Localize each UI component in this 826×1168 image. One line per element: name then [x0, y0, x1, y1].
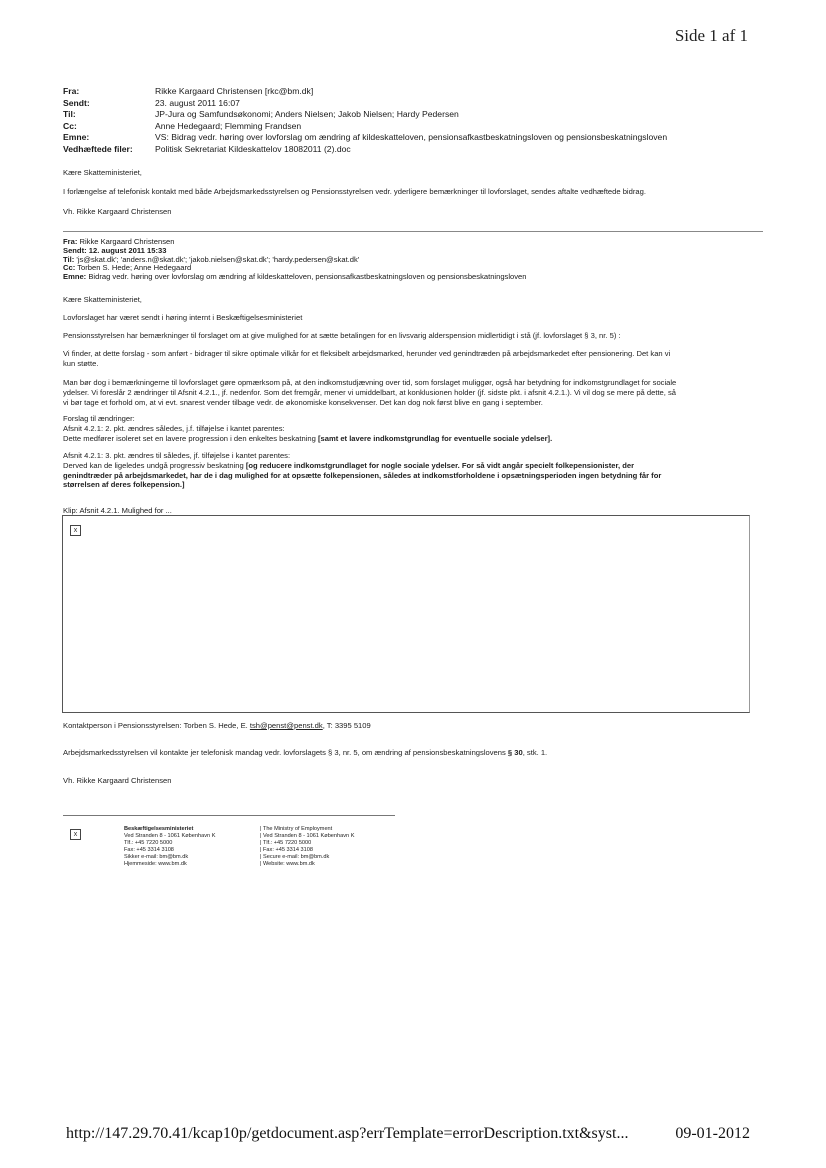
body-2-p5-line-2: Afsnit 4.2.1: 2. pkt. ændres således, j.f. tilføjelse i kantet parentes:	[63, 423, 285, 433]
signoff-3: Vh. Rikke Kargaard Christensen	[63, 776, 172, 785]
body-2-p3-line-1: Vi finder, at dette forslag - som anført - bidrager til sikre optimale vilkår for et fleksibelt arbejdsmarked, herunder ved genindtræden på arbejdsmarkedet efter pensionering. Det kan vi	[63, 349, 671, 358]
body-3-p2-suffix: , stk. 1.	[522, 748, 548, 757]
signature-block	[63, 815, 395, 878]
clip-image-frame	[62, 515, 750, 713]
logo-broken-image-icon: x	[70, 829, 81, 840]
contact-prefix: Kontaktperson i Pensionsstyrelsen: Torben S. Hede, E.	[63, 721, 248, 730]
sent-label: Sendt:	[63, 97, 90, 108]
body-2-p5-line-3-text: Dette medfører isoleret set en lavere progression i den enkeltes beskatning	[63, 433, 316, 443]
body-2-p4-line-2: ydelser. Vi foreslår 2 ændringer til Afsnit 4.2.1., jf. nedenfor. Som det fremgår, mener vi umiddelbart, at konklusionen holder (jf. sidste pkt. i afsnit 4.2.1.). Vi vil dog se mere på dette, så	[63, 387, 677, 397]
forward-divider	[63, 231, 763, 232]
greeting-2: Kære Skatteministeriet,	[63, 295, 142, 304]
fwd-to-label: Til:	[63, 254, 75, 264]
contact-line	[63, 721, 763, 731]
body-2-p5-line-3-bold: [samt et lavere indkomstgrundlag for eventuelle sociale ydelser].	[317, 433, 553, 443]
body-2-p6-line-4: størrelsen af deres folkepension.]	[63, 480, 185, 490]
body-3-p2-section: § 30	[507, 748, 523, 757]
to-label: Til:	[63, 109, 76, 120]
body-2-p6-line-2	[63, 461, 763, 471]
sig-en-ministry-name: | The Ministry of Employment	[260, 826, 333, 832]
contact-phone: , T: 3395 5109	[322, 721, 371, 730]
cc-label: Cc:	[63, 120, 77, 131]
attachments-label: Vedhæftede filer:	[63, 143, 133, 154]
sig-email[interactable]: Sikker e-mail: bm@bm.dk	[124, 854, 189, 860]
body-2-p6-line-2-text: Derved kan de ligeledes undgå progressiv beskatning	[63, 460, 244, 470]
attachment-link[interactable]: Politisk Sekretariat Kildeskattelov 18082011 (2).doc	[155, 143, 351, 154]
body-2-p1: Lovforslaget har været sendt i høring internt i Beskæftigelsesministeriet	[63, 313, 303, 322]
sig-en-email[interactable]: | Secure e-mail: bm@bm.dk	[260, 854, 330, 860]
sig-ministry-name: Beskæftigelsesministeriet	[124, 826, 194, 832]
greeting-1: Kære Skatteministeriet,	[63, 168, 142, 177]
body-2-p4-line-3: vi bør tage et forhold om, at vi evt. snarest vender tilbage vedr. de økonomiske konsekvenser. Det kan dog nok først blive en gang i september.	[63, 397, 543, 407]
from-label: Fra:	[63, 86, 80, 96]
body-1-text: I forlængelse af telefonisk kontakt med både Arbejdsmarkedsstyrelsen og Pensionsstyrelsen vedr. yderligere bemærkninger til lovforslaget, sendes aftalte vedhæftede bidrag.	[63, 187, 646, 196]
footer-date: 09-01-2012	[675, 1125, 750, 1142]
body-2-p5	[63, 414, 763, 443]
broken-image-icon: x	[70, 525, 81, 536]
fwd-sent-value: 12. august 2011 15:33	[88, 245, 167, 255]
sig-phone: Tlf.: +45 7220 5000	[124, 840, 173, 846]
sig-en-website[interactable]: | Website: www.bm.dk	[260, 861, 315, 867]
fwd-subject-label: Emne:	[63, 272, 87, 282]
fwd-cc-value: Torben S. Hede; Anne Hedegaard	[77, 263, 192, 273]
body-2-p3-line-2: kun støtte.	[63, 358, 99, 368]
contact-email-link[interactable]: tsh@penst@penst.dk	[249, 721, 323, 730]
forwarded-header	[63, 238, 527, 282]
body-3-p2	[63, 748, 763, 758]
signoff-1: Vh. Rikke Kargaard Christensen	[63, 207, 172, 216]
body-2-p5-line-1: Forslag til ændringer:	[63, 414, 135, 423]
fwd-cc-label: Cc:	[63, 263, 76, 273]
body-2-p6-line-3: genindtræder på arbejdsmarkedet, har de i dag mulighed for at opsætte folkepensionen, således at indkomstforholdene i opsætningsperioden ingen betydning får for	[63, 470, 662, 480]
sig-website[interactable]: Hjemmeside: www.bm.dk	[124, 861, 187, 867]
body-3-p2-text: Arbejdsmarkedsstyrelsen vil kontakte jer telefonisk mandag vedr. lovforslagets § 3, nr. 5, om ændring af pensionsbeskatningslovens	[63, 748, 506, 757]
body-2-p5-line-3	[63, 434, 763, 444]
fwd-subject-value: Bidrag vedr. høring over lovforslag om ændring af kildeskatteloven, pensionsafkastbeskatningsloven og pensionsbeskatningsloven	[88, 272, 527, 282]
body-2-p4-line-1: Man bør dog i bemærkningerne til lovforslaget gøre opmærksom på, at den indkomstudjævning over tid, som forslaget muliggør, også har betydning for indkomstgrundlaget for sociale	[63, 378, 677, 387]
sig-fax: Fax: +45 3314 3108	[124, 847, 174, 853]
signature-danish	[124, 826, 215, 868]
email-header	[63, 86, 667, 156]
body-2-p6-line-1: Afsnit 4.2.1: 3. pkt. ændres til således, jf. tilføjelse i kantet parentes:	[63, 451, 291, 460]
fwd-from-label: Fra:	[63, 237, 78, 246]
fwd-from-value: Rikke Kargaard Christensen	[79, 237, 175, 246]
from-value: Rikke Kargaard Christensen [rkc@bm.dk]	[155, 86, 314, 96]
to-value: JP-Jura og Samfundsøkonomi; Anders Nielsen; Jakob Nielsen; Hardy Pedersen	[155, 109, 459, 120]
cc-value: Anne Hedegaard; Flemming Frandsen	[155, 120, 302, 131]
sig-address: Ved Stranden 8 - 1061 København K	[124, 833, 216, 839]
body-2-p3	[63, 349, 763, 369]
body-2-p6	[63, 451, 763, 490]
page-number: Side 1 af 1	[674, 26, 748, 45]
footer-url: http://147.29.70.41/kcap10p/getdocument.asp?errTemplate=errorDescription.txt&syst...	[66, 1125, 629, 1142]
sig-en-address: | Ved Stranden 8 - 1061 København K	[260, 833, 355, 839]
body-2-p4	[63, 378, 763, 407]
sig-en-phone: | Tlf.: +45 7220 5000	[260, 840, 312, 846]
body-2-p6-line-2-bold: [og reducere indkomstgrundlaget for nogle sociale ydelser. For så vidt angår specielt folkepensionister, der	[245, 460, 635, 470]
clip-title: Klip: Afsnit 4.2.1. Mulighed for ...	[63, 506, 172, 515]
fwd-to-value: 'js@skat.dk'; 'anders.n@skat.dk'; 'jakob.nielsen@skat.dk'; 'hardy.pedersen@skat.dk'	[76, 254, 360, 264]
sent-value: 23. august 2011 16:07	[155, 97, 240, 108]
subject-value: VS: Bidrag vedr. høring over lovforslag om ændring af kildeskatteloven, pensionsafkastbeskatningsloven og pensionsbeskatningsloven	[155, 132, 668, 143]
sig-en-fax: | Fax: +45 3314 3108	[260, 847, 313, 853]
subject-label: Emne:	[63, 132, 90, 143]
fwd-sent-label: Sendt:	[63, 245, 87, 255]
body-2-p2: Pensionsstyrelsen har bemærkninger til forslaget om at give mulighed for at sætte betalingen for en livsvarig alderspension midlertidigt i stå (jf. lovforslaget § 3, nr. 5) :	[63, 331, 621, 340]
signature-english	[260, 826, 354, 868]
